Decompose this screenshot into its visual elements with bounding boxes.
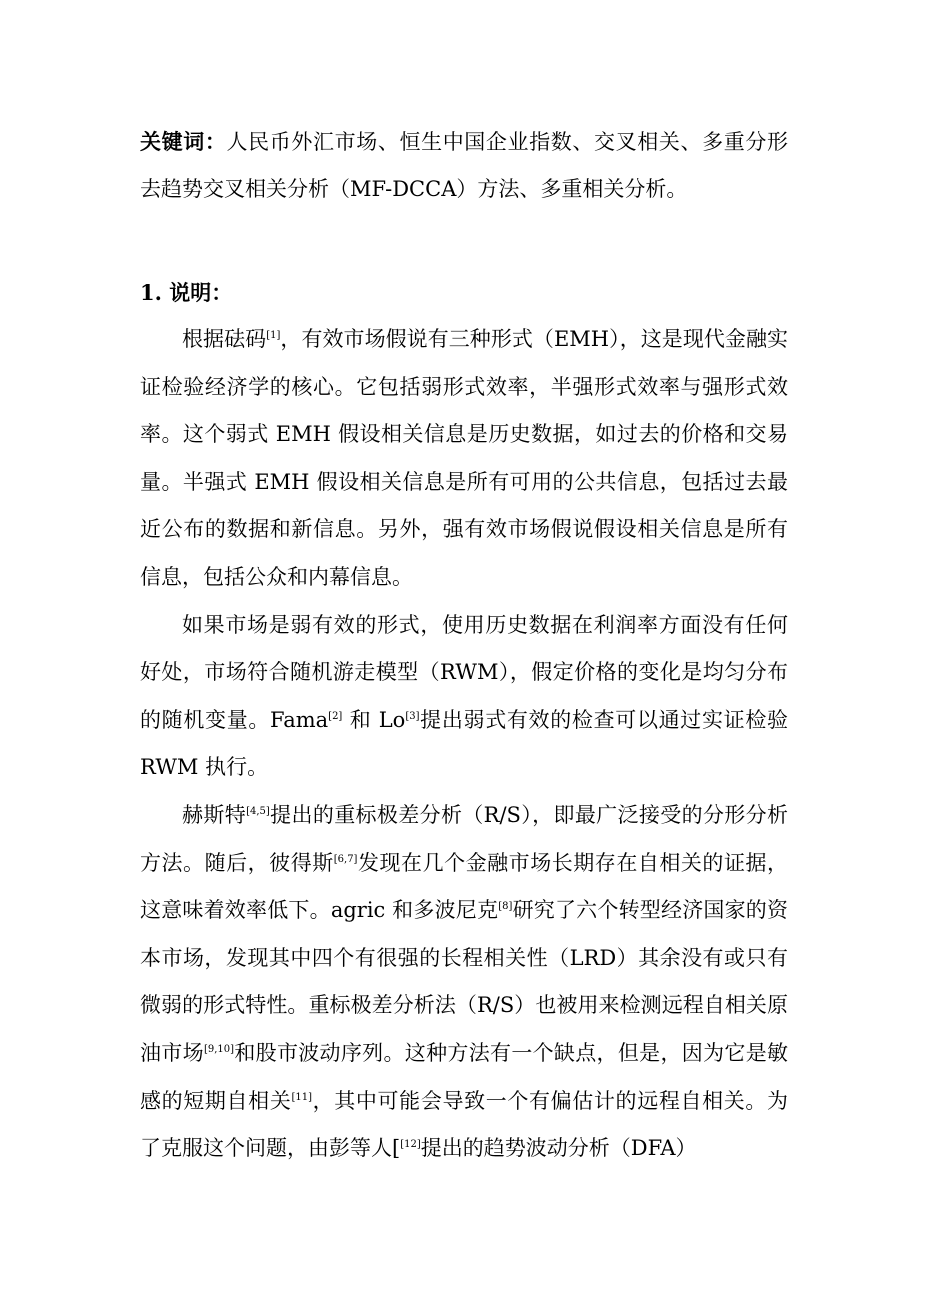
document-page [140,118,788,1173]
paragraph-2 [140,602,788,792]
section-title: 1. 说明： [140,280,233,305]
paragraph-text: 提出的重标极差分析（R/S），即最广泛接受的分形分析方法。随后，彼得斯 [140,802,788,875]
paragraph-text: 提出的趋势波动分析（DFA） [420,1136,697,1161]
paragraph-1 [140,316,788,602]
citation: [3] [405,710,420,722]
citation: [11] [291,1091,312,1103]
keywords-text: 人民币外汇市场、恒生中国企业指数、交叉相关、多重分形去趋势交叉相关分析（MF-DCCA）方法、多重相关分析。 [140,130,788,201]
paragraph-text: ，其中可能会导致一个有偏估计的远程自相关。为了克服这个问题，由彭等人[ [140,1088,789,1161]
paragraph-text: 如果市场是弱有效的形式，使用历史数据在利润率方面没有任何好处，市场符合随机游走模型（RWM），假定价格的变化是均匀分布的随机变量。Fama [140,612,788,732]
paragraph-text: 发现在几个金融市场长期存在自相关的证据，这意味着效率低下。agric 和多波尼克 [140,850,789,923]
citation: [8] [498,901,513,913]
paragraph-text: 根据砝码 [182,327,267,351]
paragraph-text: ，有效市场假说有三种形式（EMH），这是现代金融实证检验经济学的核心。它包括弱形式效率，半强形式效率与强形式效率。这个弱式 EMH 假设相关信息是历史数据，如过去的价格和交易量。半强式 EMH 假设相关信息是所有可用的公共信息，包括过去最近公布的数据和新信息。另外，强有效市场假说假设相关信息是所有信息，包括公众和内幕信息。 [140,327,789,589]
paragraph-3 [140,792,788,1173]
citation: [12] [400,1139,421,1151]
paragraph-text: 和股市波动序列。这种方法有一个缺点，但是，因为它是敏感的短期自相关 [140,1040,789,1113]
keywords-label: 关键词： [140,129,227,154]
paragraph-text: 赫斯特 [182,802,247,827]
citation: [6,7] [333,853,358,865]
paragraph-text: 研究了六个转型经济国家的资本市场，发现其中四个有很强的长程相关性（LRD）其余没有或只有微弱的形式特性。重标极差分析法（R/S）也被用来检测远程自相关原油市场 [140,898,789,1065]
paragraph-text: 和 Lo [342,707,406,732]
citation: [2] [328,710,343,722]
citation: [9,10] [203,1043,235,1055]
citation: [1] [266,330,281,341]
paragraph-text: 提出弱式有效的检查可以通过实证检验 RWM 执行。 [140,707,789,780]
keywords-line [140,118,788,213]
citation: [4,5] [246,805,270,817]
